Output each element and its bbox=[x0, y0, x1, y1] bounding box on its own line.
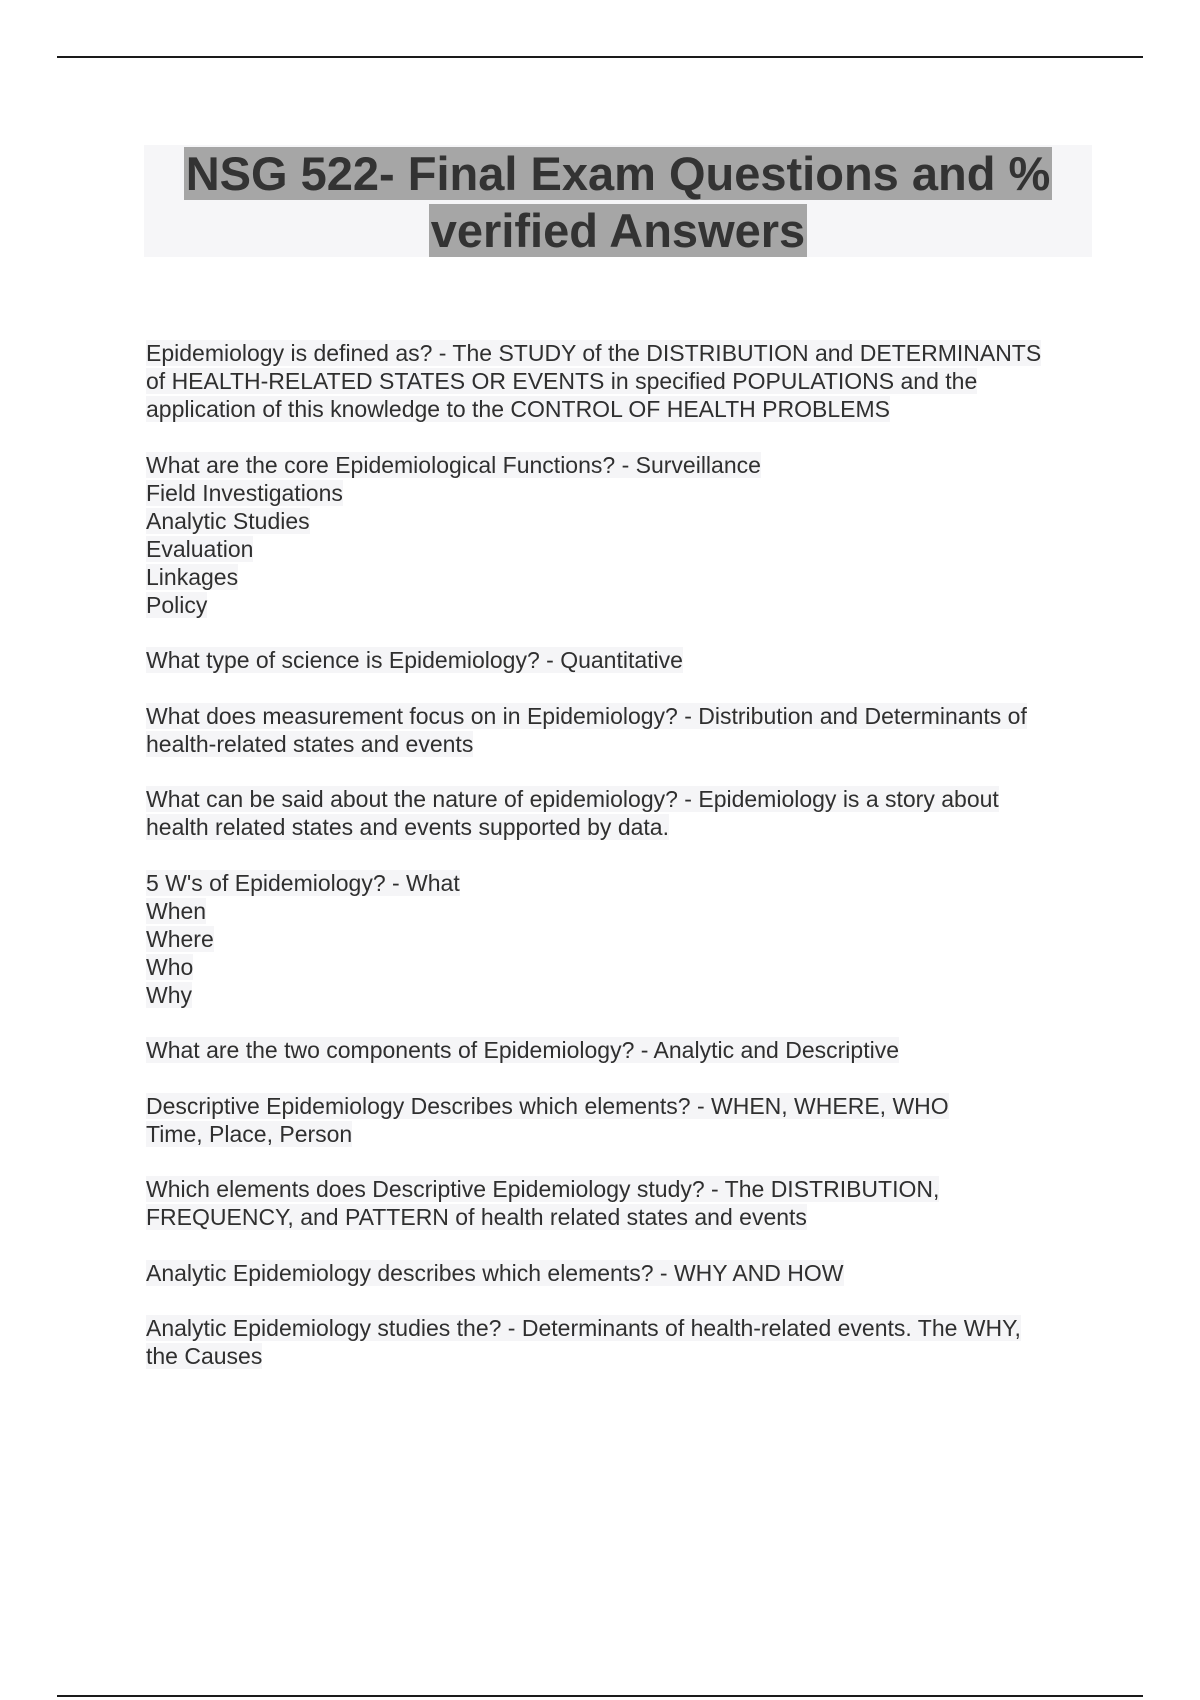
qa-item bbox=[146, 1175, 1096, 1231]
qa-text: Time, Place, Person bbox=[146, 1120, 353, 1147]
qa-text: Field Investigations bbox=[146, 479, 343, 506]
qa-question-line bbox=[146, 1259, 1096, 1287]
qa-question-line bbox=[146, 1314, 1096, 1342]
qa-item bbox=[146, 339, 1096, 423]
qa-text: When bbox=[146, 897, 207, 924]
qa-answer-line bbox=[146, 367, 1096, 395]
qa-text: What can be said about the nature of epidemiology? - Epidemiology is a story about bbox=[146, 786, 999, 812]
qa-question-line bbox=[146, 869, 1096, 897]
title-block bbox=[144, 145, 1092, 257]
qa-answer-line bbox=[146, 953, 1096, 981]
qa-item bbox=[146, 451, 1096, 619]
qa-item bbox=[146, 1092, 1096, 1148]
qa-text: FREQUENCY, and PATTERN of health related states and events bbox=[146, 1204, 807, 1230]
qa-item bbox=[146, 785, 1096, 841]
qa-text: Which elements does Descriptive Epidemiology study? - The DISTRIBUTION, bbox=[146, 1176, 940, 1202]
qa-answer-line bbox=[146, 563, 1096, 591]
qa-text: health-related states and events bbox=[146, 730, 474, 757]
qa-question-line bbox=[146, 646, 1096, 674]
qa-answer-line bbox=[146, 1120, 1096, 1148]
qa-text: Descriptive Epidemiology Describes which elements? - WHEN, WHERE, WHO bbox=[146, 1092, 949, 1119]
qa-text: Linkages bbox=[146, 563, 239, 590]
qa-text: health related states and events supported by data. bbox=[146, 814, 669, 840]
bottom-divider bbox=[57, 1695, 1143, 1697]
qa-answer-line bbox=[146, 925, 1096, 953]
qa-text: the Causes bbox=[146, 1343, 263, 1369]
qa-answer-line bbox=[146, 1203, 1096, 1231]
top-divider bbox=[57, 56, 1143, 58]
qa-question-line bbox=[146, 1092, 1096, 1120]
qa-text: Epidemiology is defined as? - The STUDY of the DISTRIBUTION and DETERMINANTS bbox=[146, 340, 1042, 366]
qa-text: What does measurement focus on in Epidemiology? - Distribution and Determinants of bbox=[146, 702, 1027, 729]
qa-answer-line bbox=[146, 535, 1096, 563]
qa-text: What are the two components of Epidemiology? - Analytic and Descriptive bbox=[146, 1037, 899, 1063]
qa-answer-line bbox=[146, 730, 1096, 758]
qa-answer-line bbox=[146, 897, 1096, 925]
qa-question-line bbox=[146, 1036, 1096, 1064]
qa-text: Who bbox=[146, 953, 194, 980]
qa-item bbox=[146, 646, 1096, 674]
qa-text: application of this knowledge to the CONTROL OF HEALTH PROBLEMS bbox=[146, 396, 890, 422]
qa-text: Policy bbox=[146, 591, 208, 618]
qa-text: Analytic Epidemiology describes which elements? - WHY AND HOW bbox=[146, 1259, 844, 1286]
qa-text: Evaluation bbox=[146, 535, 254, 562]
qa-answer-line bbox=[146, 1342, 1096, 1370]
qa-question-line bbox=[146, 785, 1096, 813]
qa-answer-line bbox=[146, 591, 1096, 619]
qa-item bbox=[146, 1314, 1096, 1370]
qa-question-line bbox=[146, 1175, 1096, 1203]
qa-answer-line bbox=[146, 813, 1096, 841]
qa-item bbox=[146, 869, 1096, 1009]
qa-item bbox=[146, 702, 1096, 758]
qa-text: 5 W's of Epidemiology? - What bbox=[146, 869, 460, 896]
qa-item bbox=[146, 1259, 1096, 1287]
qa-answer-line bbox=[146, 479, 1096, 507]
qa-answer-line bbox=[146, 395, 1096, 423]
qa-question-line bbox=[146, 702, 1096, 730]
qa-question-line bbox=[146, 451, 1096, 479]
qa-text: Where bbox=[146, 925, 214, 952]
qa-text: What type of science is Epidemiology? - Quantitative bbox=[146, 647, 683, 673]
qa-answer-line bbox=[146, 981, 1096, 1009]
qa-question-line bbox=[146, 339, 1096, 367]
qa-text: of HEALTH-RELATED STATES OR EVENTS in specified POPULATIONS and the bbox=[146, 368, 978, 394]
question-answer-list bbox=[146, 339, 1096, 1398]
qa-text: Analytic Studies bbox=[146, 507, 310, 534]
document-title: NSG 522- Final Exam Questions and % verified Answers bbox=[185, 147, 1051, 257]
qa-answer-line bbox=[146, 507, 1096, 535]
qa-text: Why bbox=[146, 981, 192, 1008]
qa-item bbox=[146, 1036, 1096, 1064]
qa-text: What are the core Epidemiological Functions? - Surveillance bbox=[146, 451, 761, 478]
qa-text: Analytic Epidemiology studies the? - Determinants of health-related events. The WHY, bbox=[146, 1315, 1021, 1341]
